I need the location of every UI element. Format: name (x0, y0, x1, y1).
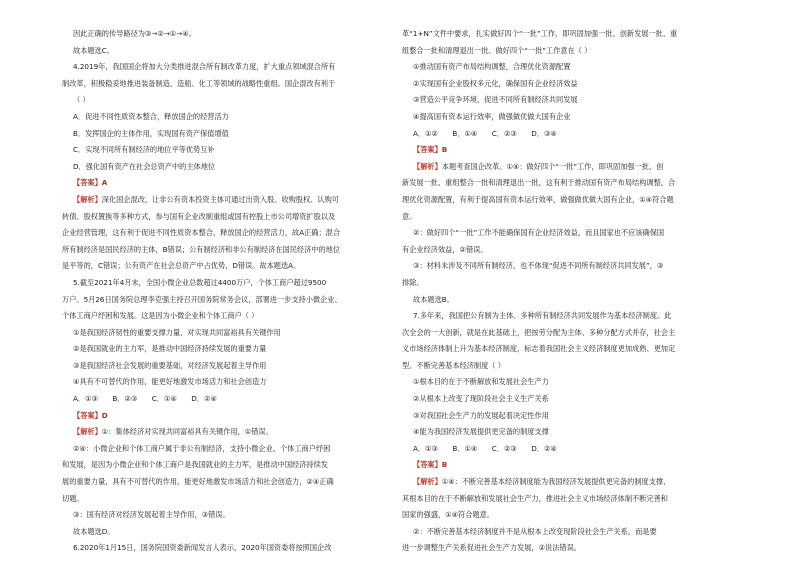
analysis-tag: 【解析】 (73, 427, 102, 437)
text-line: 万户。5月26日国务院总理李克强主持召开国务院常务会议，部署进一步支持小微企业、 (62, 294, 342, 304)
analysis-tag: 【解析】 (73, 194, 102, 204)
text-line: A．①③ B．②③ C．①④ D．②④ (73, 394, 217, 404)
text-line: ①是我国经济韧性的重要支撑力量，对实现共同富裕具有关键作用 (73, 327, 281, 337)
text-line: 7.多年来，我国把公有制为主体、多种所有制经济共同发展作为基本经济制度。此 (413, 311, 672, 321)
text-line (402, 159, 732, 176)
text-line: ②：做好四个“一批”工作不能确保国有企业经济效益，而且国家也不应该确保国 (413, 228, 665, 238)
text-line: A．①③ B．①④ C．②③ D．②④ (413, 443, 557, 453)
text-line (402, 142, 732, 159)
text-line: ④提高国有资本运行效率，做强做优做大国有企业 (413, 111, 571, 121)
text-line: 制改革，积极稳妥地推进装备制造、造船、化工等领域的战略性重组。国企混改有利于 (62, 78, 336, 88)
text-line: ③：国有经济对经济发展起着主导作用，③错误。 (73, 510, 230, 520)
text-line: ②实现国有企业股权多元化，确保国有企业经济效益 (413, 78, 578, 88)
text-line: （ ） (73, 95, 90, 105)
text-line: 理优化资源配置，有利于提高国有资本运行效率，做强做优做大国有企业，①④符合题 (402, 194, 674, 204)
text-line: ④能为我国经济发展提供更完备的制度支撑 (413, 427, 549, 437)
analysis-text: 深化国企混改，让非公有资本投资主体可通过出资入股、收购股权、认购可 (101, 194, 339, 204)
text-line: 有企业经济效益，②错误。 (402, 244, 488, 254)
text-line: 是平等的，C错误；公有资产在社会总资产中占优势，D错误。故本题选A。 (62, 261, 301, 271)
text-line: ①推动国有资产布局结构调整，合理优化资源配置 (413, 62, 571, 72)
text-line: 4.2019年，我国国企将加大分类推进混合所有制改革力度，扩大重点领域混合所有 (73, 62, 336, 72)
text-line: 次全会的一大创新，就是在此基础上，把按劳分配为主体、多种分配方式并存，社会主 (402, 327, 676, 337)
text-line: 型。不断完善基本经济制度（ ） (402, 360, 505, 370)
left-column (62, 26, 392, 557)
text-line: A．促进不同性质资本整合，释放国企的经营活力 (73, 111, 229, 121)
text-line: 其根本目的在于不断解放和发展社会生产力，推进社会主义市场经济体制不断完善和 (402, 493, 668, 503)
text-line: 企业经营管理，这有利于促进不同性质资本整合，释放国企的经营活力，故A正确；混合 (62, 228, 341, 238)
text-line: 排除。 (402, 277, 424, 287)
text-line: 组整合一批和清理退出一批。做好四个“一批”工作意在（ ） (402, 45, 592, 55)
analysis-text: 本题考查国企改革。①④：做好四个“一批”工作，即巩固加强一批、创 (441, 161, 664, 171)
answer-tag: 【答案】B (413, 460, 448, 470)
text-line: 因此正确的传导路径为③→②→①→④。 (73, 29, 196, 38)
text-line (62, 408, 392, 425)
right-column (402, 26, 732, 557)
text-line (62, 192, 392, 209)
text-line: 故本题选B。 (413, 294, 454, 304)
analysis-tag: 【解析】 (413, 161, 442, 171)
text-line: ②④：小微企业和个体工商户属于非公有制经济，支持小微企业、个体工商户纾困 (73, 443, 331, 453)
text-line: 国家的强盛，①④符合题意。 (402, 510, 494, 520)
text-line (402, 457, 732, 474)
answer-tag: 【答案】B (413, 145, 448, 155)
text-line: ③营造公平竞争环境，促进不同所有制经济共同发展 (413, 95, 578, 105)
text-line: ③：材料未涉及不同所有制经济，也不体现“促进不同所有制经济共同发展”，③ (413, 261, 664, 271)
text-line: 所有制经济是国民经济的主体，B错误；公有制经济和非公有制经济在国民经济中的地位 (62, 244, 341, 254)
text-line: 义市场经济体制上升为基本经济制度，标志着我国社会主义经济制度更加成熟、更加定 (402, 344, 676, 354)
text-line (62, 424, 392, 441)
text-line: 6.2020年1月15日，国务院国资委新闻发言人表示，2020年国资委将按照国企改 (73, 543, 332, 553)
text-line: 故本题选D。 (73, 526, 115, 536)
text-line: 故本题选C。 (73, 45, 114, 55)
text-line: ④具有不可替代的作用，能更好地激发市场活力和社会创造力 (73, 377, 267, 387)
text-line: 5.截至2021年4月末，全国小微企业总数超过4400万户，个体工商户超过9500 (73, 277, 327, 287)
text-line: D．强化国有资产在社会总资产中的主体地位 (73, 161, 216, 171)
text-line: 意。 (402, 211, 417, 221)
answer-tag: 【答案】A (73, 178, 108, 188)
text-line: ③对我国社会生产力的发展起着决定性作用 (413, 410, 549, 420)
text-line (402, 474, 732, 491)
analysis-text: ①：集体经济对实现共同富裕具有关键作用，①错误。 (101, 427, 273, 437)
text-line: 个体工商户纾困和发展。这是因为小微企业和个体工商户（ ） (62, 311, 259, 321)
text-line: A．①② B．①④ C．②③ D．③④ (413, 128, 557, 138)
text-line: ②：不断完善基本经济制度并不是从根本上改变现阶段社会生产关系，而是要 (413, 526, 657, 536)
analysis-tag: 【解析】 (413, 477, 442, 487)
text-line: ③是我国经济社会发展的重要基础，对经济发展起着主导作用 (73, 360, 267, 370)
answer-tag: 【答案】D (73, 410, 108, 420)
text-line: 新发展一批、重组整合一批和清理退出一批，这有利于推动国有资产布局结构调整，合 (402, 178, 676, 188)
text-line: 进一步调整生产关系促进社会生产力发展，②说法错误。 (402, 543, 581, 553)
text-line: 切题。 (62, 493, 84, 503)
text-line: ①根本目的在于不断解放和发展社会生产力 (413, 377, 549, 387)
text-line: B．发挥国企的主体作用，实现国有资产保值增值 (73, 128, 229, 138)
text-line: ②从根本上改变了现阶段社会主义生产关系 (413, 394, 549, 404)
analysis-text: ①④：不断完善基本经济制度能为我国经济发展提供更完备的制度支撑， (441, 477, 671, 487)
text-line: C．实现不同所有制经济的地位平等优势互补 (73, 145, 215, 155)
text-line: 展的重要力量，具有不可替代的作用，能更好地激发市场活力和社会创造力，②④正确 (62, 477, 334, 487)
text-line: 革“1+N”文件中要求，扎实做好四个“一批”工作，即巩固加强一批、创新发展一批、重 (402, 29, 678, 38)
text-line: 转债、股权置换等多种方式，参与国有企业改制重组或国有控股上市公司增资扩股以及 (62, 211, 336, 221)
text-line: ②是我国就业的主力军，是推动中国经济持续发展的重要力量 (73, 344, 267, 354)
text-line: 和发展，是因为小微企业和个体工商户是我国就业的主力军，是推动中国经济持续发 (62, 460, 328, 470)
text-line (62, 175, 392, 192)
